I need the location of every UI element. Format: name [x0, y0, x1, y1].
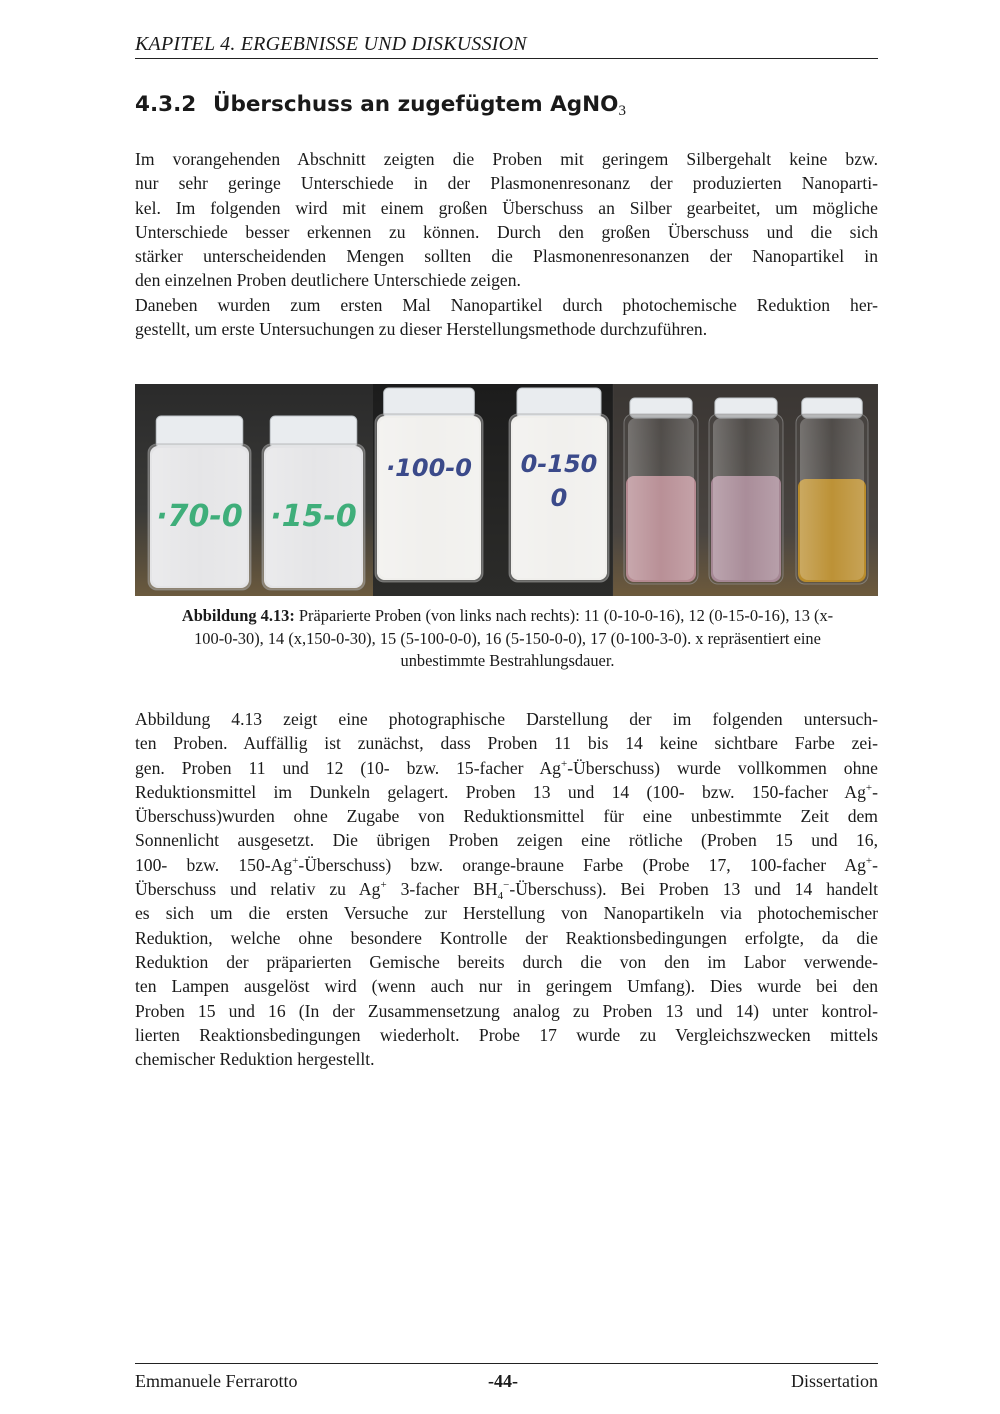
text-run: - [872, 781, 878, 802]
text-line [135, 707, 878, 731]
caption-text: Präparierte Proben (von links nach rechts): 11 (0-10-0-16), 12 (0-15-0-16), 13 (x-100-0-30), 14 (x,150-0-30), 15 (5-100-0-0), 16 (5-150-0-0), 17 (0-100-3-0). x repräsentiert eine unbestimmte Bestrahlungsdauer. [194, 606, 834, 670]
text-run: Sonnenlicht ausgesetzt. Die übrigen Proben zeigen eine rötliche (Proben 15 und 16, [135, 830, 878, 851]
text-line [135, 1047, 878, 1071]
text-line [135, 950, 878, 974]
vial-highlight [800, 418, 864, 580]
section-number: 4.3.2 [135, 92, 197, 117]
running-head: KAPITEL 4. ERGEBNISSE UND DISKUSSION [135, 33, 527, 55]
text-run: lierten Reaktionsbedingungen wiederholt. Probe 17 wurde zu Vergleichszwecken mittels [135, 1024, 878, 1045]
vial-cap [270, 416, 357, 448]
sample-vials-photo [135, 384, 878, 596]
header-rule [135, 58, 878, 59]
formula-index: $_4$− [497, 879, 510, 903]
text-line [135, 853, 878, 877]
superscript: + [380, 879, 387, 892]
text-run: chemischer Reduktion hergestellt. [135, 1049, 375, 1070]
text-line [135, 731, 878, 755]
text-run: -Überschuss) wurde vollkommen ohne [567, 757, 878, 778]
superscript: + [560, 757, 568, 770]
text-line [135, 901, 878, 925]
text-run: Proben 15 und 16 (In der Zusammensetzung analog zu Proben 13 und 14) unter kontrol- [135, 1000, 878, 1021]
figure-caption [180, 605, 835, 673]
text-run: Reduktion, welche ohne besondere Kontrolle der Reaktionsbedingungen erfolgte, da die [135, 927, 878, 948]
text-run: ten Lampen ausgelöst wird (wenn auch nur in geringem Umfang). Dies wurde bei den [135, 976, 878, 997]
section-heading [135, 92, 878, 120]
text-line [135, 780, 878, 804]
text-run: - [872, 854, 878, 875]
text-line: nur sehr geringe Unterschiede in der Plasmonenresonanz der produzierten Nanoparti- [135, 173, 878, 194]
text-line: Daneben wurden zum ersten Mal Nanopartikel durch photochemische Reduktion her- [135, 294, 878, 315]
vial-highlight [628, 418, 694, 580]
text-line [135, 926, 878, 950]
paragraph-intro [135, 147, 878, 341]
text-run: 3-facher BH [386, 879, 498, 900]
footer-document-type: Dissertation [791, 1371, 878, 1391]
vial-marker-label: ·70-0 [156, 499, 243, 534]
vial-highlight [379, 418, 479, 578]
text-line: gestellt, um erste Untersuchungen zu dieser Herstellungsmethode durchzuführen. [135, 319, 708, 340]
superscript: + [865, 781, 873, 794]
text-run: gen. Proben 11 und 12 (10- bzw. 15-facher Ag [135, 757, 561, 778]
text-line [135, 756, 878, 780]
section-title-subscript: 3 [618, 103, 626, 119]
vial-cap [156, 416, 243, 448]
text-line: Im vorangehenden Abschnitt zeigten die Proben mit geringem Silbergehalt keine bzw. [135, 149, 878, 169]
vial-marker-label: ·100-0 [386, 454, 472, 482]
text-line: den einzelnen Proben deutlichere Unterschiede zeigen. [135, 270, 521, 291]
text-run: Reduktion der präparierten Gemische bereits durch die von den im Labor verwende- [135, 951, 878, 972]
superscript: + [865, 854, 873, 867]
text-run: -Überschuss). Bei Proben 13 und 14 handelt [509, 879, 878, 900]
text-line: kel. Im folgenden wird mit einem großen Überschuss an Silber gearbeitet, um mögliche [135, 197, 878, 218]
vial-marker-label: 0 [550, 484, 568, 512]
vial-highlight [713, 418, 779, 580]
text-run: -Überschuss) bzw. orange-braune Farbe (Probe 17, 100-facher Ag [298, 854, 866, 875]
text-line [135, 1023, 878, 1047]
superscript: + [292, 854, 299, 867]
text-line [135, 828, 878, 852]
footer-author: Emmanuele Ferrarotto [135, 1371, 298, 1391]
vial-marker-label: ·15-0 [270, 499, 357, 534]
caption-label: Abbildung 4.13: [181, 606, 295, 625]
text-line [135, 999, 878, 1023]
section-title-text: Überschuss an zugefügtem AgNO [213, 92, 619, 117]
text-line: stärker unterscheidenden Mengen sollten die Plasmonenresonanzen der Nanopartikel in [135, 246, 878, 267]
paragraph-discussion [135, 707, 878, 1071]
text-run: Reduktionsmittel im Dunkeln gelagert. Proben 13 und 14 (100- bzw. 150-facher Ag [135, 781, 866, 802]
footer-rule [135, 1363, 878, 1364]
text-run: Abbildung 4.13 zeigt eine photographische Darstellung der im folgenden untersuch- [135, 709, 878, 729]
text-line [135, 804, 878, 828]
text-run: Überschuss)wurden ohne Zugabe von Reduktionsmittel für eine unbestimmte Zeit dem [135, 806, 878, 827]
vial-marker-label: 0-150 [520, 450, 598, 478]
text-line [135, 974, 878, 998]
text-run: Überschuss und relativ zu Ag [135, 879, 381, 900]
sample-photograph [135, 384, 878, 596]
text-line [135, 877, 878, 901]
text-line: Unterschiede besser erkennen zu können. Durch den großen Überschuss und die sich [135, 221, 878, 242]
text-run: 100- bzw. 150-Ag [135, 854, 293, 875]
text-run: es sich um die ersten Versuche zur Herstellung von Nanopartikeln via photochemischer [135, 903, 878, 924]
text-run: ten Proben. Auffällig ist zunächst, dass Proben 11 bis 14 keine sichtbare Farbe zei- [135, 733, 878, 754]
footer-page-number: -44- [488, 1371, 518, 1391]
